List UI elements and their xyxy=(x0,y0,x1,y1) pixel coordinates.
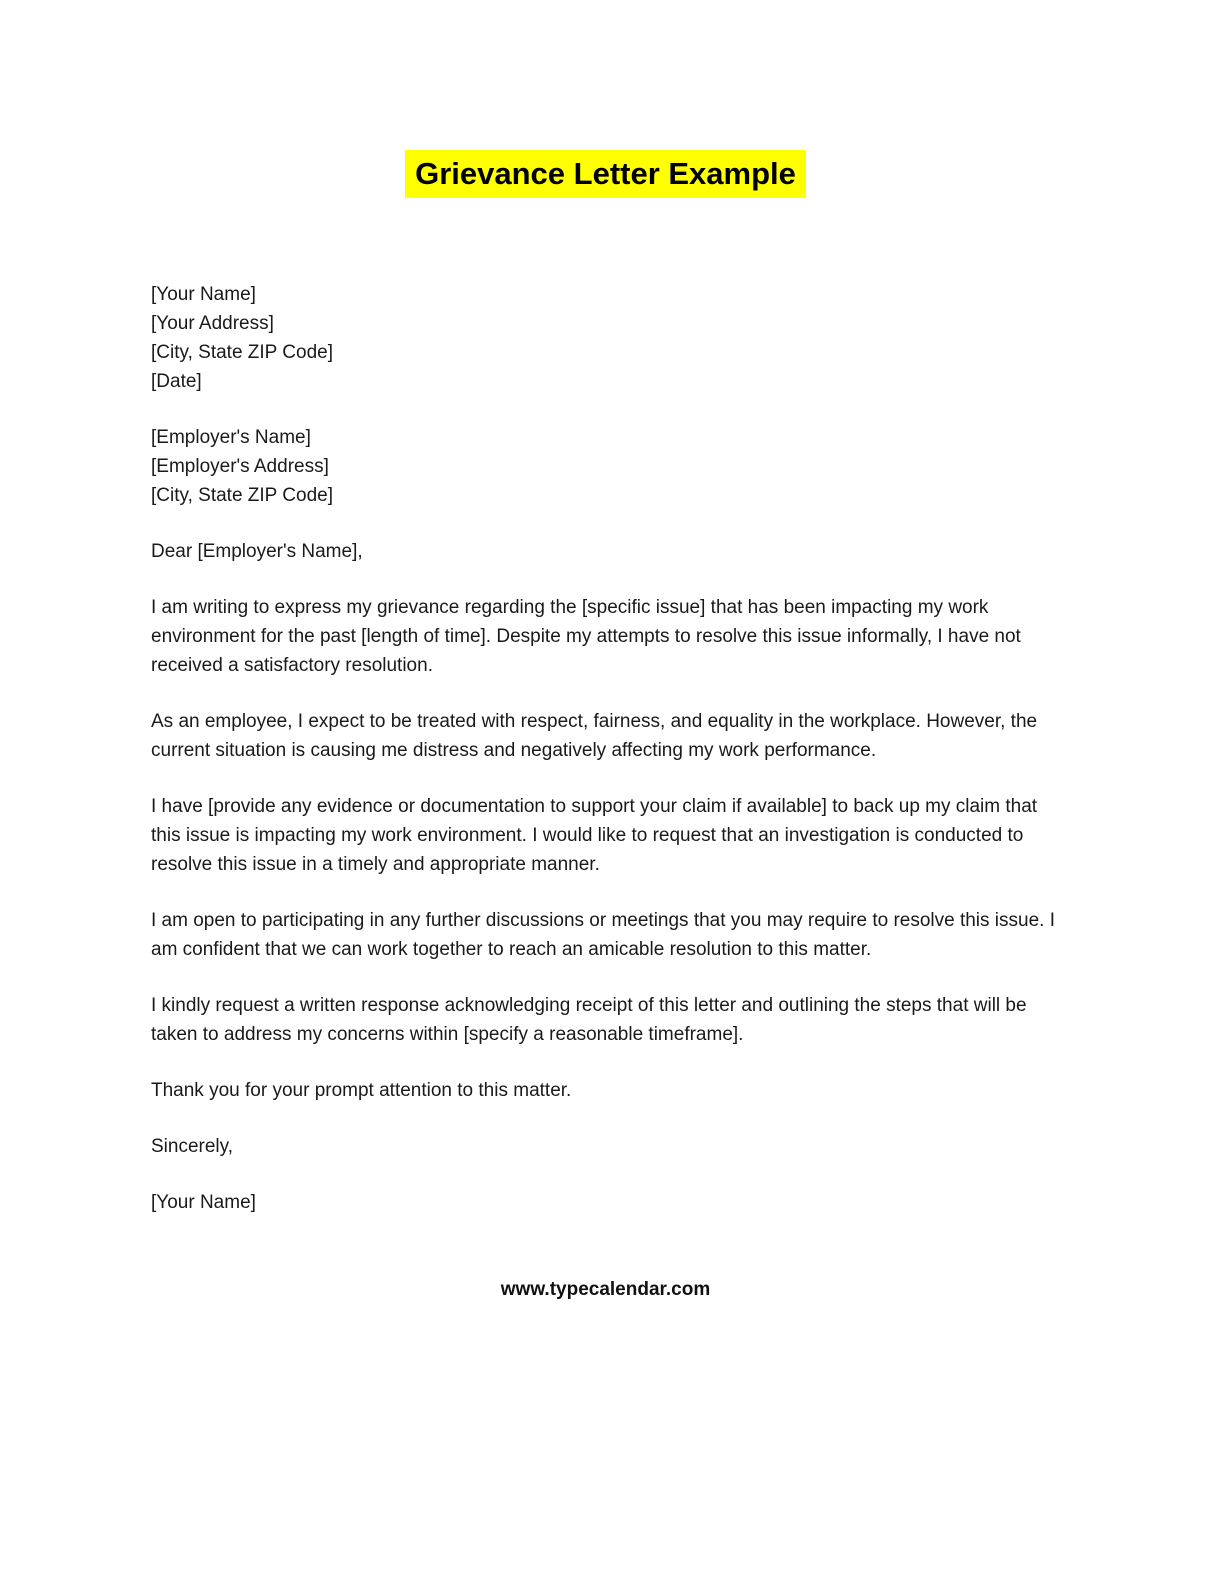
body-paragraph-3: I have [provide any evidence or documentation to support your claim if available] to back up my claim that this issue is impacting my work environment. I would like to request that an investigation is conducted to resolve this issue in a timely and appropriate manner. xyxy=(151,796,1038,875)
body-paragraph-4: I am open to participating in any further discussions or meetings that you may require to resolve this issue. I am confident that we can work together to reach an amicable resolution to this matter. xyxy=(151,910,1056,960)
closing: Sincerely, xyxy=(151,1136,234,1157)
sender-address-line: [Your Address] xyxy=(151,313,274,334)
signature-placeholder: [Your Name] xyxy=(151,1192,256,1213)
sender-address-block xyxy=(151,280,1060,396)
page-title: Grievance Letter Example xyxy=(405,150,806,198)
body-paragraph-1: I am writing to express my grievance regarding the [specific issue] that has been impacting my work environment for the past [length of time]. Despite my attempts to resolve this issue informally, I have not received a satisfactory resolution. xyxy=(151,597,1021,676)
footer-site-text: www.typecalendar.com xyxy=(500,1279,711,1300)
body-paragraph-2: As an employee, I expect to be treated with respect, fairness, and equality in the workplace. However, the current situation is causing me distress and negatively affecting my work performance. xyxy=(151,711,1038,761)
salutation: Dear [Employer's Name], xyxy=(151,541,363,562)
recipient-name-line: [Employer's Name] xyxy=(151,427,311,448)
recipient-address-line: [Employer's Address] xyxy=(151,456,329,477)
body-paragraph-6: Thank you for your prompt attention to this matter. xyxy=(151,1080,572,1101)
recipient-city-state-zip-line: [City, State ZIP Code] xyxy=(151,485,333,506)
sender-name-line: [Your Name] xyxy=(151,284,256,305)
sender-city-state-zip-line: [City, State ZIP Code] xyxy=(151,342,333,363)
body-paragraph-5: I kindly request a written response acknowledging receipt of this letter and outlining the steps that will be taken to address my concerns within [specify a reasonable timeframe]. xyxy=(151,995,1027,1045)
title-wrap xyxy=(151,150,1060,198)
date-line: [Date] xyxy=(151,371,202,392)
recipient-address-block xyxy=(151,423,1060,510)
